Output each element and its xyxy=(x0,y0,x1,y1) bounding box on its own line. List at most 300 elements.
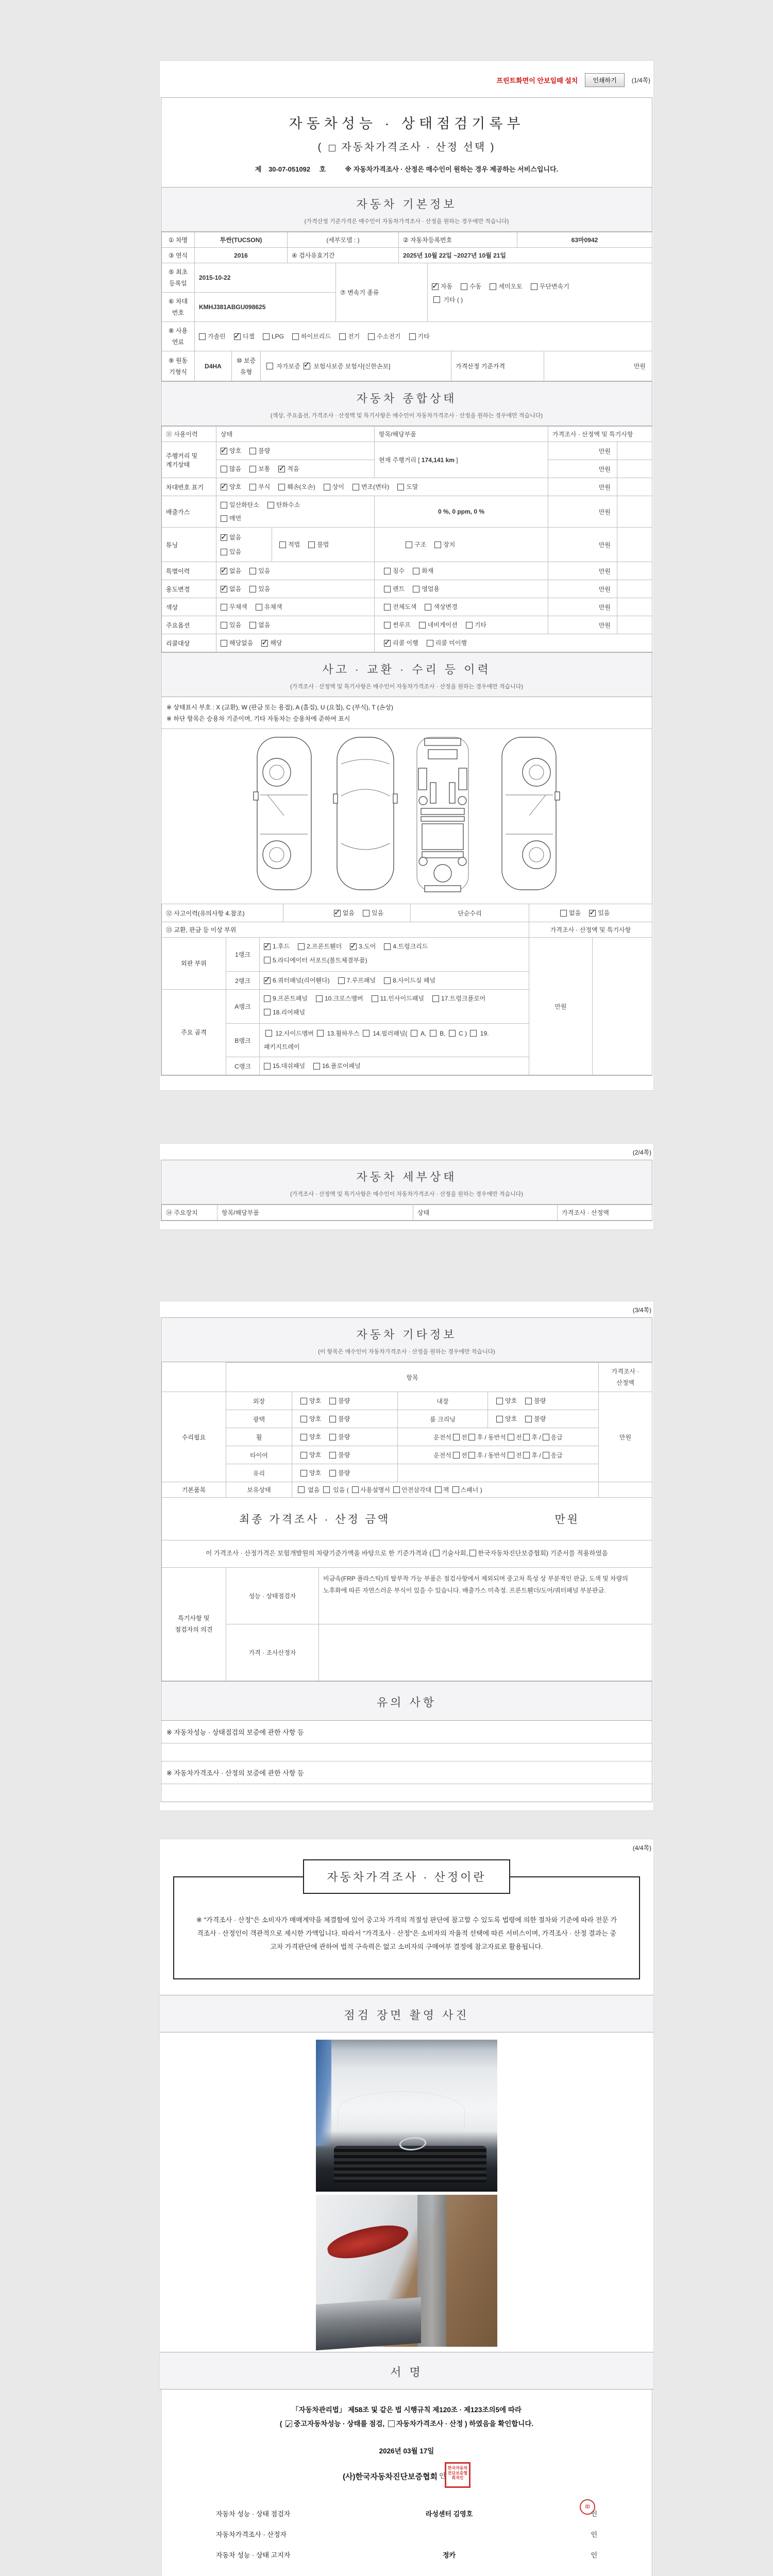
checkbox[interactable] xyxy=(384,604,391,611)
check-option[interactable] xyxy=(432,281,452,292)
check-option-label: 7.루프패널 xyxy=(346,977,376,985)
check-option[interactable] xyxy=(313,1060,361,1072)
check-option-label: 4.트렁크리드 xyxy=(393,943,428,951)
checkbox[interactable] xyxy=(300,1470,307,1477)
checkbox[interactable] xyxy=(368,333,375,340)
checkbox[interactable] xyxy=(393,1486,400,1493)
final-price-table xyxy=(161,1497,652,1568)
check-option-label: 보통 xyxy=(258,465,271,472)
check-option[interactable] xyxy=(384,565,405,577)
checkbox[interactable] xyxy=(249,622,256,629)
checkbox[interactable] xyxy=(469,1550,476,1556)
check-option[interactable] xyxy=(329,1395,350,1406)
check-option[interactable] xyxy=(279,539,300,550)
checkbox[interactable] xyxy=(221,466,227,472)
mileage-price-1: 만원 xyxy=(548,442,617,460)
check-option-label: 썬루프 xyxy=(393,621,411,629)
checkbox[interactable] xyxy=(221,586,227,592)
checkbox[interactable] xyxy=(264,1009,271,1015)
check-option[interactable] xyxy=(298,941,342,952)
checkbox[interactable] xyxy=(508,1452,514,1459)
check-option[interactable] xyxy=(234,331,255,342)
checkbox[interactable] xyxy=(496,1416,503,1422)
checkbox[interactable] xyxy=(466,622,473,629)
section-photos-heading: 점검 장면 촬영 사진 xyxy=(344,2008,469,2022)
check-option[interactable] xyxy=(419,619,458,631)
opinion-row-appraiser xyxy=(162,1624,652,1681)
checkbox[interactable] xyxy=(384,568,391,574)
checkbox[interactable] xyxy=(384,977,391,984)
repair-row-polish xyxy=(162,1410,652,1428)
signature-date: 2026년 03월 17일 xyxy=(379,2447,434,2455)
overall-col-usage: ⑪ 사용이력 xyxy=(162,427,216,442)
checkbox[interactable] xyxy=(329,1434,336,1440)
check-option-label: 기타 xyxy=(474,621,486,629)
check-option-label: 리콜 미이행 xyxy=(435,639,467,647)
check-option[interactable] xyxy=(406,539,426,550)
checkbox[interactable] xyxy=(525,1416,532,1422)
checkbox[interactable] xyxy=(363,1030,369,1037)
check-option[interactable] xyxy=(384,601,416,613)
explain-text: ※ "가격조사 · 산정"은 소비자가 매매계약을 체결함에 있어 중고차 가격의 적절성 판단에 참고할 수 있도록 법령에 의한 절차와 기준에 따라 전문 가격조사 · 산정인이 객관적으로 제시한 가액입니다. 따라서 "가격조사 · 산정"은 소비자의 자율적 선택에 따른 서비스이며, 가격조사 · 산정 결과는 중고차 가격판단에 관하여 법적 구속력은 없고 소비자의 구매여부 결정에 참고자료로 활용됩니다. xyxy=(196,1916,617,1951)
print-button[interactable]: 인쇄하기 xyxy=(585,73,624,87)
options-item xyxy=(375,616,548,634)
checkbox[interactable] xyxy=(298,943,305,950)
checkbox[interactable] xyxy=(249,448,256,454)
checkbox[interactable] xyxy=(432,283,439,290)
checkbox[interactable] xyxy=(433,1550,440,1556)
check-option[interactable] xyxy=(334,907,355,919)
checkbox[interactable] xyxy=(261,640,268,647)
check-option[interactable] xyxy=(338,975,376,986)
checkbox[interactable] xyxy=(432,995,439,1002)
signature-row-appraiser xyxy=(216,2528,597,2541)
checkbox[interactable] xyxy=(292,333,299,340)
check-option-label: 없음 xyxy=(342,909,355,917)
checkbox[interactable] xyxy=(411,1030,417,1037)
checkbox[interactable] xyxy=(278,484,285,490)
checkbox[interactable] xyxy=(384,622,391,629)
checkbox[interactable] xyxy=(304,363,310,369)
check-option-label: 있음 xyxy=(258,567,271,574)
glass-state xyxy=(292,1464,398,1482)
label-repair-needed: 수리필요 xyxy=(162,1392,226,1482)
check-option[interactable] xyxy=(249,565,270,577)
usage-change-extra xyxy=(617,580,652,598)
overall-row-color xyxy=(162,598,652,616)
checkbox[interactable] xyxy=(264,957,271,963)
checkbox[interactable] xyxy=(221,502,227,509)
org-stamp: 한국자동차진단보증협회직인 인 xyxy=(445,2462,470,2488)
checkbox[interactable] xyxy=(329,145,335,151)
check-option[interactable] xyxy=(525,1395,546,1406)
check-option[interactable] xyxy=(560,907,581,919)
check-option[interactable] xyxy=(264,1007,305,1018)
check-option-label: 6.쿼터패널(리어휀다) xyxy=(273,977,330,985)
check-option-label: 전기 xyxy=(347,333,360,340)
checkbox[interactable] xyxy=(221,549,227,555)
label-fuel-type: ⑧ 사용 연료 xyxy=(162,322,195,351)
checkbox[interactable] xyxy=(384,586,391,592)
check-option[interactable] xyxy=(384,619,411,631)
check-option[interactable] xyxy=(434,539,455,550)
check-option[interactable] xyxy=(589,907,610,919)
final-price-row xyxy=(162,1498,652,1540)
checkbox[interactable] xyxy=(338,977,345,984)
checkbox[interactable] xyxy=(221,622,227,629)
check-option[interactable] xyxy=(384,583,405,595)
checkbox[interactable] xyxy=(334,910,341,917)
check-option-label: 불량 xyxy=(534,1397,546,1405)
check-option[interactable] xyxy=(264,1060,305,1072)
checkbox[interactable] xyxy=(406,541,412,548)
warranty-options: 자가보증 ✓ 보험사보증 보험사[신한손보] xyxy=(261,351,451,381)
checkbox[interactable] xyxy=(300,1434,307,1440)
checkbox[interactable] xyxy=(523,1452,530,1459)
check-option-label: 양호 xyxy=(229,483,242,490)
check-option[interactable] xyxy=(409,331,430,342)
checkbox[interactable] xyxy=(234,333,241,340)
check-option[interactable] xyxy=(221,445,241,456)
checkbox[interactable] xyxy=(300,1452,307,1459)
check-option[interactable] xyxy=(264,993,308,1004)
checkbox[interactable] xyxy=(221,604,227,611)
label-transmission-type: ⑦ 변속기 종류 xyxy=(336,263,428,322)
document-title: 자동차성능 · 상태점검기록부 xyxy=(289,116,525,131)
check-option[interactable] xyxy=(256,601,282,613)
color-extra xyxy=(617,598,652,616)
check-option-label: 무채색 xyxy=(229,603,247,611)
check-option[interactable] xyxy=(278,463,299,474)
checkbox[interactable] xyxy=(589,910,596,917)
checkbox[interactable] xyxy=(264,977,271,984)
check-option-label: 자동 xyxy=(441,283,453,290)
checkbox[interactable] xyxy=(264,1063,271,1070)
checkbox[interactable] xyxy=(560,910,567,917)
page-2 xyxy=(160,1144,653,1229)
checkbox[interactable] xyxy=(298,1486,305,1493)
page-indicator-4: (4/4쪽) xyxy=(632,1844,651,1852)
label-appraiser-opinion: 가격 · 조사산정자 xyxy=(226,1624,319,1681)
label-basic-items: 기본품목 xyxy=(162,1482,226,1498)
checkbox[interactable] xyxy=(352,484,359,490)
check-option[interactable] xyxy=(413,565,433,577)
section-overall-subtitle: (색상, 주요옵션, 가격조사 · 산정액 및 특기사항은 매수인이 자동차가격조사 · 산정을 원하는 경우에만 적습니다) xyxy=(270,413,543,419)
checkbox[interactable] xyxy=(264,995,271,1002)
check-option[interactable] xyxy=(363,907,383,919)
checkbox[interactable] xyxy=(221,448,227,454)
checkbox[interactable] xyxy=(453,1452,460,1459)
checkbox[interactable] xyxy=(300,1398,307,1404)
check-option[interactable] xyxy=(425,601,457,613)
checkbox[interactable] xyxy=(249,466,256,472)
signature-row-inspector xyxy=(216,2504,597,2521)
check-option[interactable] xyxy=(249,481,270,493)
checkbox[interactable] xyxy=(430,1030,436,1037)
accident-history-row xyxy=(161,904,652,922)
check-option-label: 리콜 이행 xyxy=(393,639,418,647)
checkbox[interactable] xyxy=(434,541,441,548)
checkbox[interactable] xyxy=(329,1470,336,1477)
check-option[interactable] xyxy=(221,481,241,493)
check-option-label: 구조 xyxy=(414,541,427,548)
checkbox[interactable] xyxy=(329,1398,336,1404)
checkbox[interactable] xyxy=(363,910,369,917)
check-option[interactable] xyxy=(432,993,485,1004)
check-option[interactable] xyxy=(300,1395,321,1406)
checkbox[interactable] xyxy=(397,484,404,490)
checkbox[interactable] xyxy=(449,1030,456,1037)
checkbox[interactable] xyxy=(278,466,285,472)
label-exterior: 외장 xyxy=(226,1392,292,1410)
check-option[interactable] xyxy=(278,481,315,493)
check-option[interactable] xyxy=(264,955,367,966)
check-option[interactable] xyxy=(221,637,253,649)
check-option[interactable] xyxy=(397,481,418,493)
check-option[interactable] xyxy=(249,463,270,474)
check-option[interactable] xyxy=(221,499,259,511)
check-option-label: 11.인사이드패널 xyxy=(380,995,424,1003)
check-option[interactable] xyxy=(384,941,428,952)
checkbox[interactable] xyxy=(452,1486,459,1493)
label-recall: 리콜대상 xyxy=(162,634,216,652)
special-price: 만원 xyxy=(548,562,617,580)
checkbox[interactable] xyxy=(329,1416,336,1422)
interior-state xyxy=(488,1392,599,1410)
checkbox[interactable] xyxy=(285,2420,292,2427)
check-option[interactable] xyxy=(531,281,569,292)
check-option[interactable] xyxy=(221,463,241,474)
check-option[interactable] xyxy=(466,619,486,631)
check-option[interactable] xyxy=(316,993,363,1004)
check-option[interactable] xyxy=(525,1413,546,1425)
checkbox[interactable] xyxy=(435,1486,442,1493)
mileage-current: 현재 주행거리 [ 174,141 km ] xyxy=(375,442,548,478)
label-main-options: 주요옵션 xyxy=(162,616,216,634)
checkbox[interactable] xyxy=(531,283,537,290)
special-item xyxy=(375,562,548,580)
check-option[interactable] xyxy=(300,1413,321,1425)
overall-col-state: 상태 xyxy=(216,427,375,442)
checkbox[interactable] xyxy=(508,1434,514,1440)
check-option[interactable] xyxy=(372,993,424,1004)
check-option-label: 5.라디에이터 서포트(볼트체결부품) xyxy=(273,956,367,964)
check-option[interactable] xyxy=(267,499,300,511)
value-base-price-unit: 만원 xyxy=(544,351,652,381)
check-option[interactable] xyxy=(384,637,418,649)
check-option[interactable] xyxy=(199,331,226,342)
checkbox[interactable] xyxy=(372,995,378,1002)
checkbox[interactable] xyxy=(384,943,391,950)
signature-org-name: (사)한국자동차진단보증협회 xyxy=(343,2472,438,2481)
checkbox[interactable] xyxy=(324,484,330,490)
rank1-parts xyxy=(260,938,529,972)
checkbox[interactable] xyxy=(413,568,419,574)
checkbox[interactable] xyxy=(409,333,416,340)
checkbox[interactable] xyxy=(388,2420,395,2427)
check-option[interactable] xyxy=(384,975,435,986)
check-option[interactable] xyxy=(261,637,282,649)
checkbox[interactable] xyxy=(249,586,256,592)
check-option[interactable] xyxy=(221,619,241,631)
label-exchange-price: 가격조사 · 산정액 및 특기사항 xyxy=(529,922,652,938)
checkbox[interactable] xyxy=(543,1434,549,1440)
overall-row-mileage xyxy=(162,442,652,460)
checkbox[interactable] xyxy=(256,604,262,611)
checkbox[interactable] xyxy=(427,640,433,647)
section-photos xyxy=(160,1995,653,2032)
checkbox[interactable] xyxy=(267,502,274,509)
check-option[interactable] xyxy=(249,445,270,456)
check-option[interactable] xyxy=(221,513,241,524)
label-inspector-opinion: 성능 · 상태점검자 xyxy=(226,1567,319,1624)
checkbox[interactable] xyxy=(470,1030,477,1037)
tuning-extra xyxy=(617,528,652,562)
checkbox[interactable] xyxy=(461,283,467,290)
check-option[interactable] xyxy=(490,281,522,292)
check-option-label: 수동 xyxy=(469,283,482,290)
accident-part-header xyxy=(161,922,652,938)
check-option[interactable] xyxy=(368,331,400,342)
checkbox[interactable] xyxy=(308,541,315,548)
label-warranty-type: ⑩ 보증 유형 xyxy=(232,351,261,381)
checkbox[interactable] xyxy=(265,1030,272,1037)
check-option[interactable] xyxy=(264,941,290,952)
label-tuning: 튜닝 xyxy=(162,528,216,562)
checkbox[interactable] xyxy=(221,534,227,541)
check-option[interactable] xyxy=(329,1467,350,1479)
check-option[interactable] xyxy=(339,331,360,342)
checkbox[interactable] xyxy=(221,568,227,574)
notice-part1-title: ※ 자동차성능 · 상태점검의 보증에 관한 사항 등 xyxy=(161,1721,652,1743)
checkbox[interactable] xyxy=(221,484,227,490)
check-option[interactable] xyxy=(413,583,440,595)
price-option-line: ( 자동차가격조사 · 산정 선택 ) xyxy=(317,142,496,153)
check-option[interactable] xyxy=(300,1467,321,1479)
vin-mark-extra xyxy=(617,478,652,496)
checkbox[interactable] xyxy=(221,640,227,647)
checkbox[interactable] xyxy=(263,333,270,340)
value-inspector: 라성센터 김영호 xyxy=(425,2510,473,2518)
check-option[interactable] xyxy=(292,331,331,342)
checkbox[interactable] xyxy=(266,363,273,369)
checkbox[interactable] xyxy=(468,1434,475,1440)
check-option[interactable] xyxy=(221,583,241,595)
check-option[interactable] xyxy=(324,481,344,493)
document-number-line xyxy=(166,164,647,174)
check-option[interactable] xyxy=(300,1431,321,1443)
checkbox[interactable] xyxy=(413,586,419,592)
check-option[interactable] xyxy=(263,331,284,342)
checkbox[interactable] xyxy=(323,1486,330,1493)
checkbox[interactable] xyxy=(317,1030,324,1037)
vin-mark-price: 만원 xyxy=(548,478,617,496)
section-detail-subtitle: (가격조사 · 산정액 및 특기사항은 매수인이 자동차가격조사 · 산정을 원하는 경우에만 적습니다) xyxy=(290,1191,524,1198)
check-option[interactable] xyxy=(329,1449,350,1461)
check-option[interactable] xyxy=(264,975,330,986)
check-option-label: 없음 xyxy=(258,621,271,629)
checkbox[interactable] xyxy=(316,995,323,1002)
check-option[interactable] xyxy=(329,1431,350,1443)
checkbox[interactable] xyxy=(453,1434,460,1440)
check-option[interactable] xyxy=(350,941,376,952)
section-overall-heading: 자동차 종합상태 xyxy=(356,392,457,405)
checkbox[interactable] xyxy=(384,640,391,647)
page-indicator-3: (3/4쪽) xyxy=(632,1307,651,1314)
wheel-positions: 운전석 전 후 / 동반석 전 후 / 응급 xyxy=(398,1428,599,1446)
check-option[interactable] xyxy=(496,1413,517,1425)
checkbox[interactable] xyxy=(496,1398,503,1404)
checkbox[interactable] xyxy=(433,296,440,303)
holding-state-options: 없음 있음 ( 사용설명서 안전삼각대 잭 스패너 ) xyxy=(292,1482,599,1498)
value-reg-number: 63마0942 xyxy=(517,232,652,248)
label-rank2: 2랭크 xyxy=(226,972,260,990)
check-option[interactable] xyxy=(308,539,329,550)
overall-row-options xyxy=(162,616,652,634)
checkbox[interactable] xyxy=(543,1452,549,1459)
section-basic-info xyxy=(161,188,652,232)
check-option[interactable] xyxy=(249,583,270,595)
checkbox[interactable] xyxy=(525,1398,532,1404)
check-option[interactable] xyxy=(221,565,241,577)
label-car-name: ① 차명 xyxy=(162,232,195,248)
vin-mark-state xyxy=(216,478,548,496)
check-option-label: 색상변경 xyxy=(433,603,458,611)
check-option-label: 부식 xyxy=(258,483,271,490)
repair-row-tire xyxy=(162,1446,652,1464)
checkbox[interactable] xyxy=(490,283,496,290)
checkbox[interactable] xyxy=(339,333,346,340)
checkbox[interactable] xyxy=(425,604,431,611)
checkbox[interactable] xyxy=(329,1452,336,1459)
check-option[interactable] xyxy=(329,1413,350,1425)
checkbox[interactable] xyxy=(221,515,227,522)
checkbox[interactable] xyxy=(300,1416,307,1422)
check-option-label: 17.트렁크플로어 xyxy=(441,995,486,1003)
check-option[interactable] xyxy=(352,481,389,493)
checkbox[interactable] xyxy=(350,943,357,950)
transmission-other-option: 기타 ( ) xyxy=(432,295,648,304)
usage-change-state xyxy=(216,580,375,598)
appraiser-seal: 인 xyxy=(591,2530,597,2538)
check-option-label: 양호 xyxy=(309,1397,322,1405)
check-option[interactable] xyxy=(427,637,467,649)
checkbox[interactable] xyxy=(468,1452,475,1459)
checkbox[interactable] xyxy=(419,622,426,629)
overall-table xyxy=(161,426,652,652)
checkbox[interactable] xyxy=(523,1434,530,1440)
repair-row-glass xyxy=(162,1464,652,1482)
checkbox[interactable] xyxy=(352,1486,359,1493)
rankC-parts xyxy=(260,1057,529,1075)
check-option[interactable] xyxy=(300,1449,321,1461)
check-option[interactable] xyxy=(221,546,241,557)
checkbox[interactable] xyxy=(279,541,286,548)
checkbox[interactable] xyxy=(249,484,256,490)
check-option[interactable] xyxy=(461,281,481,292)
check-option[interactable] xyxy=(221,532,241,543)
check-option[interactable] xyxy=(221,601,247,613)
check-option-label: 양호 xyxy=(505,1415,517,1423)
value-inspection-period: 2025년 10월 22일 ~2027년 10월 21일 xyxy=(399,248,652,263)
check-option[interactable] xyxy=(496,1395,517,1406)
repair-price: 만원 xyxy=(599,1392,652,1482)
check-option[interactable] xyxy=(249,619,270,631)
checkbox[interactable] xyxy=(249,568,256,574)
checkbox[interactable] xyxy=(313,1063,320,1070)
checkbox[interactable] xyxy=(264,943,271,950)
checkbox[interactable] xyxy=(199,333,206,340)
